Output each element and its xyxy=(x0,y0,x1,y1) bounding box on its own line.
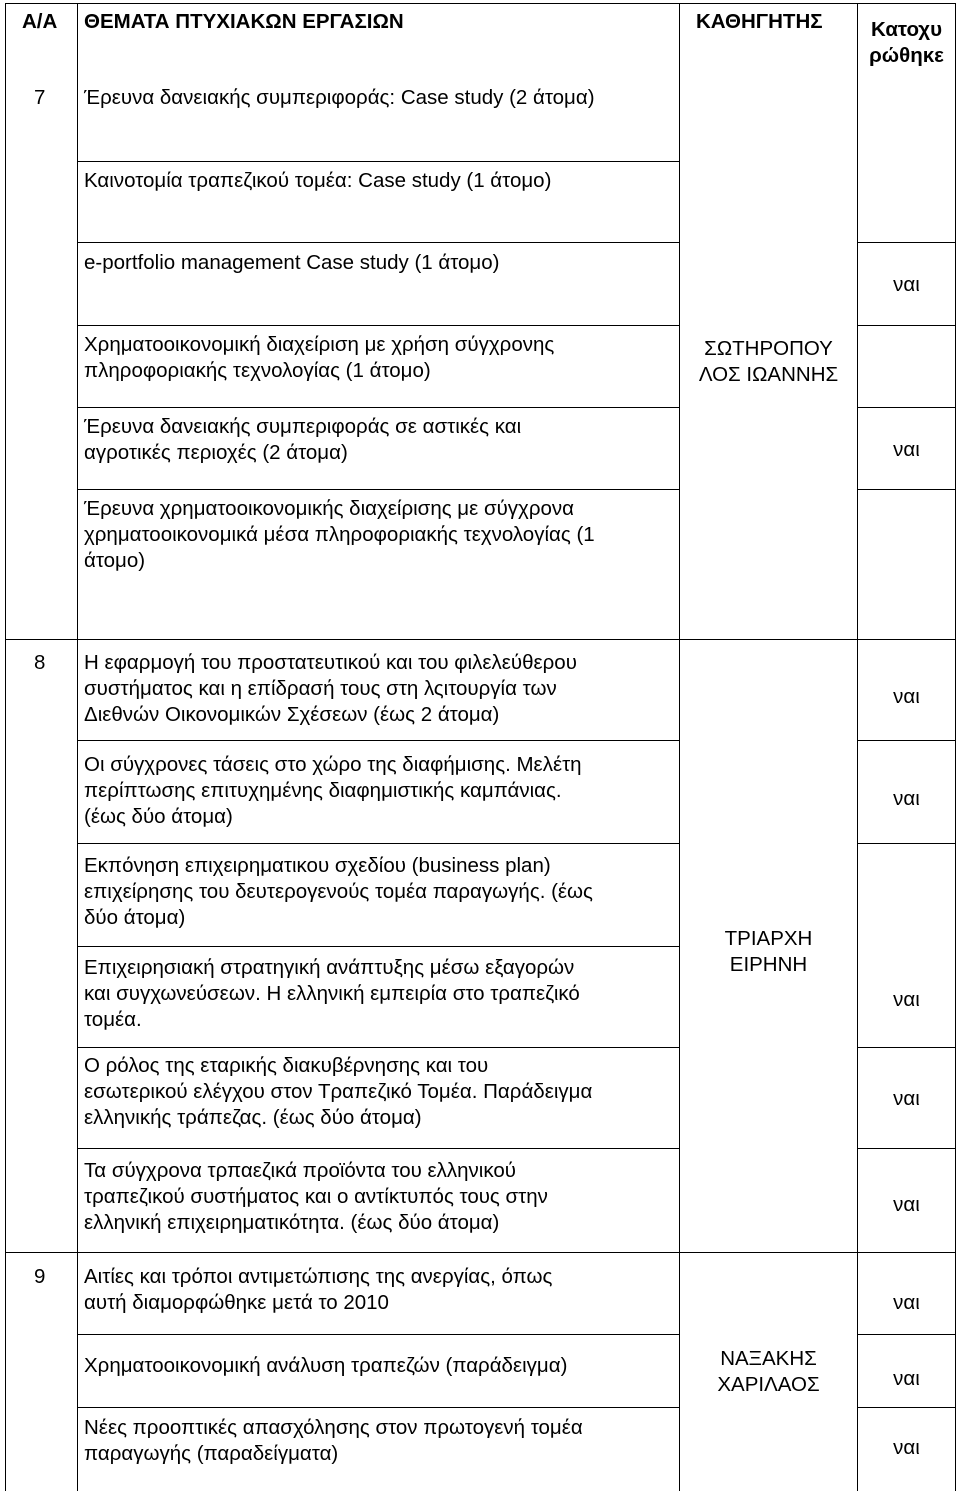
row-divider xyxy=(857,325,956,326)
row-divider xyxy=(77,407,680,408)
border-top xyxy=(5,3,956,4)
topic-cell: Επιχειρησιακή στρατηγική ανάπτυξης μέσω εξαγορών και συγχωνεύσεων. Η ελληνική εμπειρία στο τραπεζικό τομέα. xyxy=(84,956,580,1031)
row-divider xyxy=(857,1334,956,1335)
row-divider xyxy=(857,1148,956,1149)
assigned-yes: ναι xyxy=(893,438,920,461)
assigned-yes: ναι xyxy=(893,1193,920,1216)
professor-name: ΤΡΙΑΡΧΗ ΕΙΡΗΝΗ xyxy=(724,927,813,976)
topic-cell: Τα σύγχρονα τρπαεζικά προϊόντα του ελληνικού τραπεζικού συστήματος και ο αντίκτυπός τους στην ελληνική επιχειρηματικότητα. (έως δύο άτομα) xyxy=(84,1159,548,1234)
header-assigned: Κατοχυ ρώθηκε xyxy=(869,18,944,67)
row-divider xyxy=(857,1047,956,1048)
row-divider xyxy=(77,1148,680,1149)
row-divider xyxy=(77,325,680,326)
row-divider xyxy=(77,740,680,741)
assigned-yes: ναι xyxy=(893,1436,920,1459)
row-divider xyxy=(857,740,956,741)
assigned-yes: ναι xyxy=(893,787,920,810)
professor-name: ΣΩΤΗΡΟΠΟΥ ΛΟΣ ΙΩΑΝΝΗΣ xyxy=(698,337,839,386)
row-number: 7 xyxy=(34,86,46,109)
topic-cell: Νέες προοπτικές απασχόλησης στον πρωτογενή τομέα παραγωγής (παραδείγματα) xyxy=(84,1416,583,1465)
col-divider-aa xyxy=(77,3,78,1491)
assigned-yes: ναι xyxy=(893,1367,920,1390)
topic-cell: Αιτίες και τρόποι αντιμετώπισης της ανεργίας, όπως αυτή διαμορφώθηκε μετά το 2010 xyxy=(84,1265,553,1314)
row-divider xyxy=(857,1407,956,1408)
topic-cell: Χρηματοοικονομική διαχείριση με χρήση σύγχρονης πληροφοριακής τεχνολογίας (1 άτομο) xyxy=(84,333,555,382)
assigned-yes: ναι xyxy=(893,988,920,1011)
topic-cell: Έρευνα χρηματοοικονομικής διαχείρισης με σύγχρονα χρηματοοικονομικά μέσα πληροφοριακής τεχνολογίας (1 άτομο) xyxy=(84,497,595,572)
topic-cell: Χρηματοοικονομική ανάλυση τραπεζών (παράδειγμα) xyxy=(84,1354,568,1377)
row-divider xyxy=(857,489,956,490)
row-divider xyxy=(857,407,956,408)
header-aa: Α/Α xyxy=(22,10,58,33)
row-divider xyxy=(857,242,956,243)
topic-cell: Καινοτομία τραπεζικού τομέα: Case study (1 άτομο) xyxy=(84,169,552,192)
topic-cell: Έρευνα δανειακής συμπεριφοράς: Case study (2 άτομα) xyxy=(84,86,595,109)
border-left xyxy=(5,3,6,1491)
topic-cell: Οι σύγχρονες τάσεις στο χώρο της διαφήμισης. Μελέτη περίπτωσης επιτυχημένης διαφημιστικής καμπάνιας. (έως δύο άτομα) xyxy=(84,753,582,828)
assigned-yes: ναι xyxy=(893,1087,920,1110)
border-right xyxy=(955,3,956,1491)
topic-cell: Η εφαρμογή του προστατευτικού και του φιλελεύθερου συστήματος και η επίδρασή τους στη λςιτουργία των Διεθνών Οικονομικών Σχέσεων (έως 2 άτομα) xyxy=(84,651,577,726)
assigned-yes: ναι xyxy=(893,685,920,708)
topic-cell: e-portfolio management Case study (1 άτομο) xyxy=(84,251,500,274)
col-divider-professor xyxy=(679,3,680,1491)
row-divider xyxy=(77,1334,680,1335)
header-professor: ΚΑΘΗΓΗΤΗΣ xyxy=(696,10,823,33)
row-divider xyxy=(857,843,956,844)
group-divider xyxy=(5,1252,956,1253)
row-divider xyxy=(77,1047,680,1048)
topic-cell: Ο ρόλος της εταρικής διακυβέρνησης και του εσωτερικού ελέγχου στον Τραπεζικό Τομέα. Παράδειγμα ελληνικής τράπεζας. (έως δύο άτομα) xyxy=(84,1054,593,1129)
row-divider xyxy=(77,1407,680,1408)
group-divider xyxy=(5,639,956,640)
row-number: 8 xyxy=(34,651,46,674)
topic-cell: Εκπόνηση επιχειρηματικου σχεδίου (business plan) επιχείρησης του δευτερογενούς τομέα παραγωγής. (έως δύο άτομα) xyxy=(84,854,593,929)
header-topics: ΘΕΜΑΤΑ ΠΤΥΧΙΑΚΩΝ ΕΡΓΑΣΙΩΝ xyxy=(84,10,404,33)
row-divider xyxy=(77,161,680,162)
col-divider-assigned xyxy=(857,3,858,1491)
assigned-yes: ναι xyxy=(893,1291,920,1314)
assigned-yes: ναι xyxy=(893,273,920,296)
professor-name: ΝΑΞΑΚΗΣ ΧΑΡΙΛΑΟΣ xyxy=(717,1347,820,1396)
row-divider xyxy=(77,242,680,243)
topic-cell: Έρευνα δανειακής συμπεριφοράς σε αστικές και αγροτικές περιοχές (2 άτομα) xyxy=(84,415,522,464)
row-number: 9 xyxy=(34,1265,46,1288)
row-divider xyxy=(77,843,680,844)
row-divider xyxy=(77,489,680,490)
row-divider xyxy=(77,946,680,947)
